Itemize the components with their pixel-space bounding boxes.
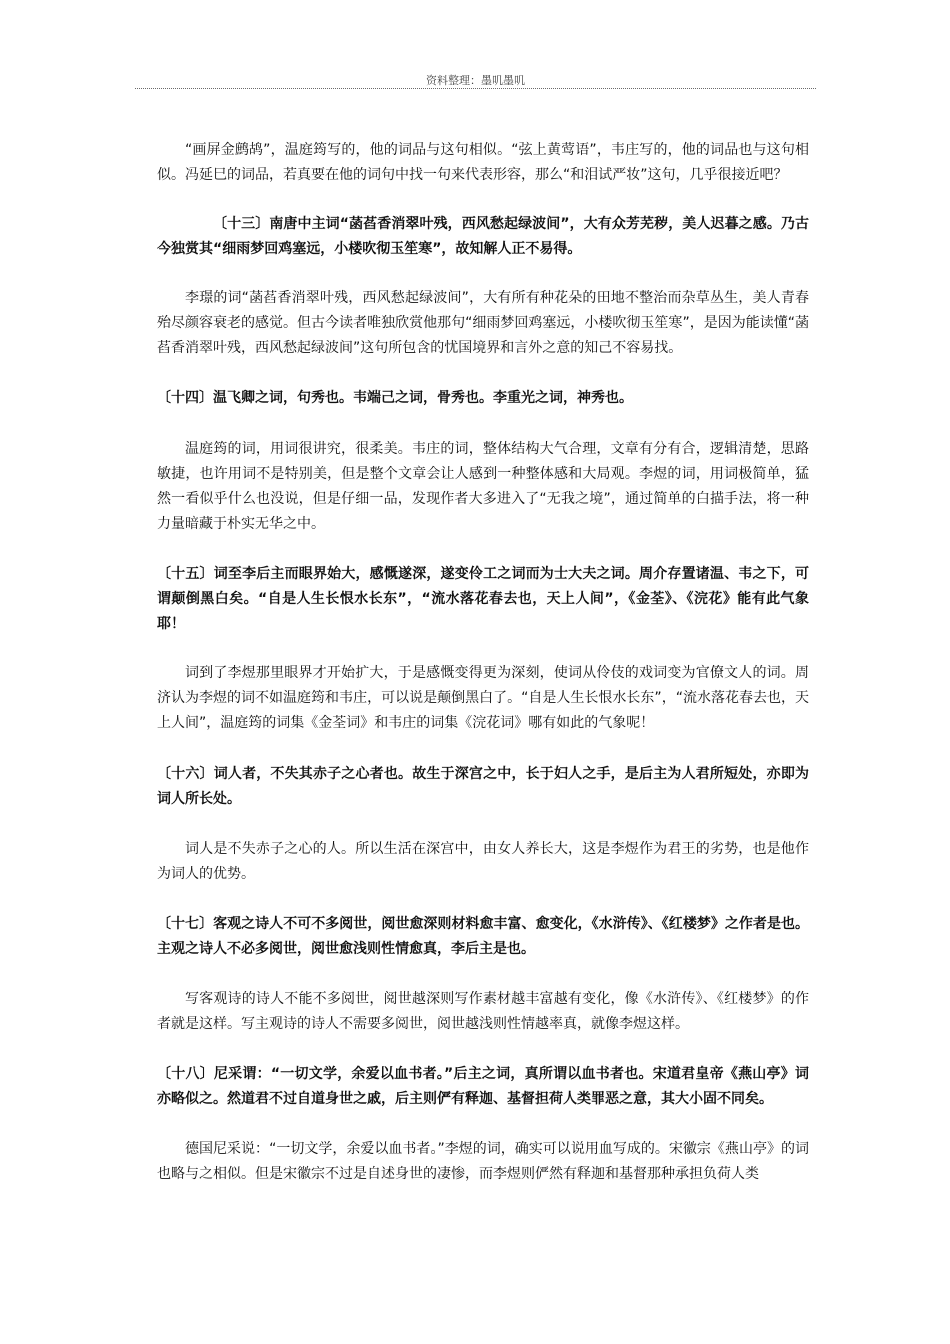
paragraph-commentary-18: 德国尼采说：“一切文学，余爱以血书者。”李煜的词，确实可以说用血写成的。宋徽宗《燕山亭》的词也略与之相似。但是宋徽宗不过是自述身世的凄惨，而李煜则俨然有释迦和基督那种承担负荷人类 bbox=[157, 1141, 809, 1182]
document-body bbox=[157, 138, 809, 1187]
paragraph-entry-15: 〔十五〕词至李后主而眼界始大，感慨遂深，遂变伶工之词而为士大夫之词。周介存置诸温、韦之下，可谓颠倒黑白矣。“自是人生长恨水长东”，“流水落花春去也，天上人间”，《金荃》、《浣花》能有此气象耶！ bbox=[157, 566, 809, 632]
paragraph-commentary-15: 词到了李煜那里眼界才开始扩大，于是感慨变得更为深刻，使词从伶伎的戏词变为官僚文人的词。周济认为李煜的词不如温庭筠和韦庄，可以说是颠倒黑白了。“自是人生长恨水长东”，“流水落花春去也，天上人间”，温庭筠的词集《金荃词》和韦庄的词集《浣花词》哪有如此的气象呢！ bbox=[157, 665, 809, 731]
paragraph-entry-16: 〔十六〕词人者，不失其赤子之心者也。故生于深宫之中，长于妇人之手，是后主为人君所短处，亦即为词人所长处。 bbox=[157, 766, 809, 807]
page-header bbox=[135, 74, 816, 89]
paragraph-commentary-13: 李璟的词“菡萏香消翠叶残，西风愁起绿波间”，大有所有种花朵的田地不整治而杂草丛生，美人青春殆尽颜容衰老的感觉。但古今读者唯独欣赏他那句“细雨梦回鸡塞远，小楼吹彻玉笙寒”，是因为能读懂“菡萏香消翠叶残，西风愁起绿波间”这句所包含的忧国境界和言外之意的知己不容易找。 bbox=[157, 290, 809, 356]
paragraph-commentary-16: 词人是不失赤子之心的人。所以生活在深宫中，由女人养长大，这是李煜作为君王的劣势，也是他作为词人的优势。 bbox=[157, 841, 809, 882]
paragraph-entry-14: 〔十四〕温飞卿之词，句秀也。韦端己之词，骨秀也。李重光之词，神秀也。 bbox=[157, 390, 633, 406]
paragraph-entry-18: 〔十八〕尼采谓：“一切文学，余爱以血书者。”后主之词，真所谓以血书者也。宋道君皇帝《燕山亭》词亦略似之。然道君不过自道身世之戚，后主则俨有释迦、基督担荷人类罪恶之意，其大小固不同矣。 bbox=[157, 1066, 809, 1107]
paragraph-commentary-14: 温庭筠的词，用词很讲究，很柔美。韦庄的词，整体结构大气合理，文章有分有合，逻辑清楚，思路敏捷，也许用词不是特别美，但是整个文章会让人感到一种整体感和大局观。李煜的词，用词极简单，猛然一看似乎什么也没说，但是仔细一品，发现作者大多进入了“无我之境”，通过简单的白描手法，将一种力量暗藏于朴实无华之中。 bbox=[157, 441, 809, 532]
paragraph-commentary-12: “画屏金鹧鸪”，温庭筠写的，他的词品与这句相似。“弦上黄莺语”，韦庄写的，他的词品也与这句相似。冯延巳的词品，若真要在他的词句中找一句来代表形容，那么“和泪试严妆”这句，几乎很接近吧？ bbox=[157, 142, 809, 183]
paragraph-entry-13: 〔十三〕南唐中主词“菡萏香消翠叶残，西风愁起绿波间”，大有众芳芜秽，美人迟暮之感。乃古今独赏其“细雨梦回鸡塞远，小楼吹彻玉笙寒”，故知解人正不易得。 bbox=[157, 216, 809, 257]
paragraph-commentary-17: 写客观诗的诗人不能不多阅世，阅世越深则写作素材越丰富越有变化，像《水浒传》、《红楼梦》的作者就是这样。写主观诗的诗人不需要多阅世，阅世越浅则性情越率真，就像李煜这样。 bbox=[157, 991, 809, 1032]
paragraph-entry-17: 〔十七〕客观之诗人不可不多阅世，阅世愈深则材料愈丰富、愈变化，《水浒传》、《红楼梦》之作者是也。主观之诗人不必多阅世，阅世愈浅则性情愈真，李后主是也。 bbox=[157, 916, 809, 957]
header-text: 资料整理：墨叽墨叽 bbox=[426, 74, 525, 87]
